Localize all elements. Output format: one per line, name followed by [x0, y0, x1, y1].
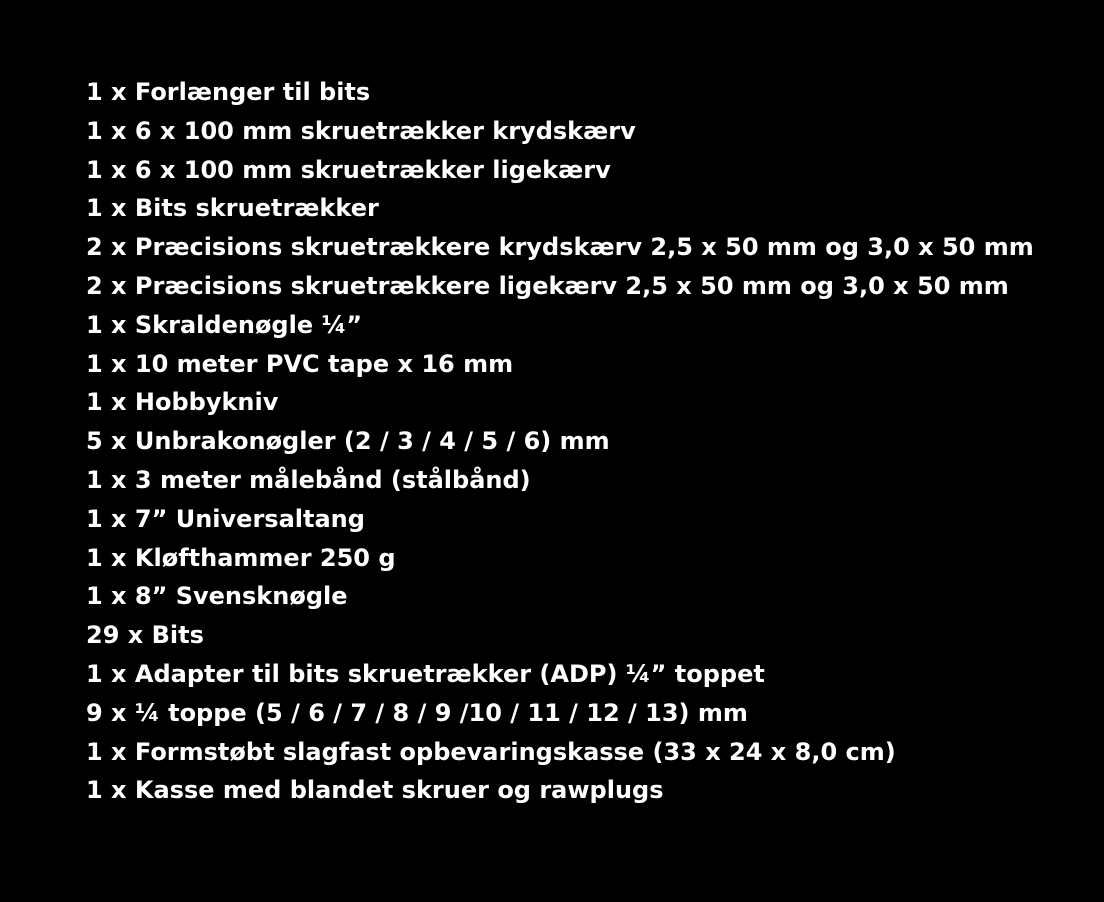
list-item: 5 x Unbrakonøgler (2 / 3 / 4 / 5 / 6) mm: [86, 427, 610, 456]
list-item: 1 x 6 x 100 mm skruetrækker ligekærv: [86, 155, 611, 184]
list-item: 1 x Formstøbt slagfast opbevaringskasse (33 x 24 x 8,0 cm): [86, 737, 896, 766]
list-item: 1 x 6 x 100 mm skruetrækker krydskærv: [86, 116, 636, 145]
list-item: 1 x Bits skruetrækker: [86, 194, 379, 223]
list-item: 1 x Hobbykniv: [86, 388, 279, 417]
list-item: 9 x ¼ toppe (5 / 6 / 7 / 8 / 9 /10 / 11 / 12 / 13) mm: [86, 698, 748, 727]
list-item: 1 x 10 meter PVC tape x 16 mm: [86, 349, 514, 378]
list-item: 1 x Kasse med blandet skruer og rawplugs: [86, 776, 664, 805]
list-item: 1 x 3 meter målebånd (stålbånd): [86, 465, 531, 494]
list-item: 2 x Præcisions skruetrækkere ligekærv 2,5 x 50 mm og 3,0 x 50 mm: [86, 271, 1009, 300]
list-item: 1 x Adapter til bits skruetrækker (ADP) ¼” toppet: [86, 659, 765, 688]
list-item: 1 x Forlænger til bits: [86, 78, 371, 106]
list-item: 1 x Kløfthammer 250 g: [86, 543, 396, 572]
list-item: 2 x Præcisions skruetrækkere krydskærv 2,5 x 50 mm og 3,0 x 50 mm: [86, 233, 1034, 262]
list-item: 1 x 8” Svensknøgle: [86, 582, 348, 611]
list-item: 1 x 7” Universaltang: [86, 504, 365, 533]
list-item: 1 x Skraldenøgle ¼”: [86, 310, 363, 339]
list-item: 29 x Bits: [86, 621, 204, 650]
contents-list: [86, 73, 1086, 810]
